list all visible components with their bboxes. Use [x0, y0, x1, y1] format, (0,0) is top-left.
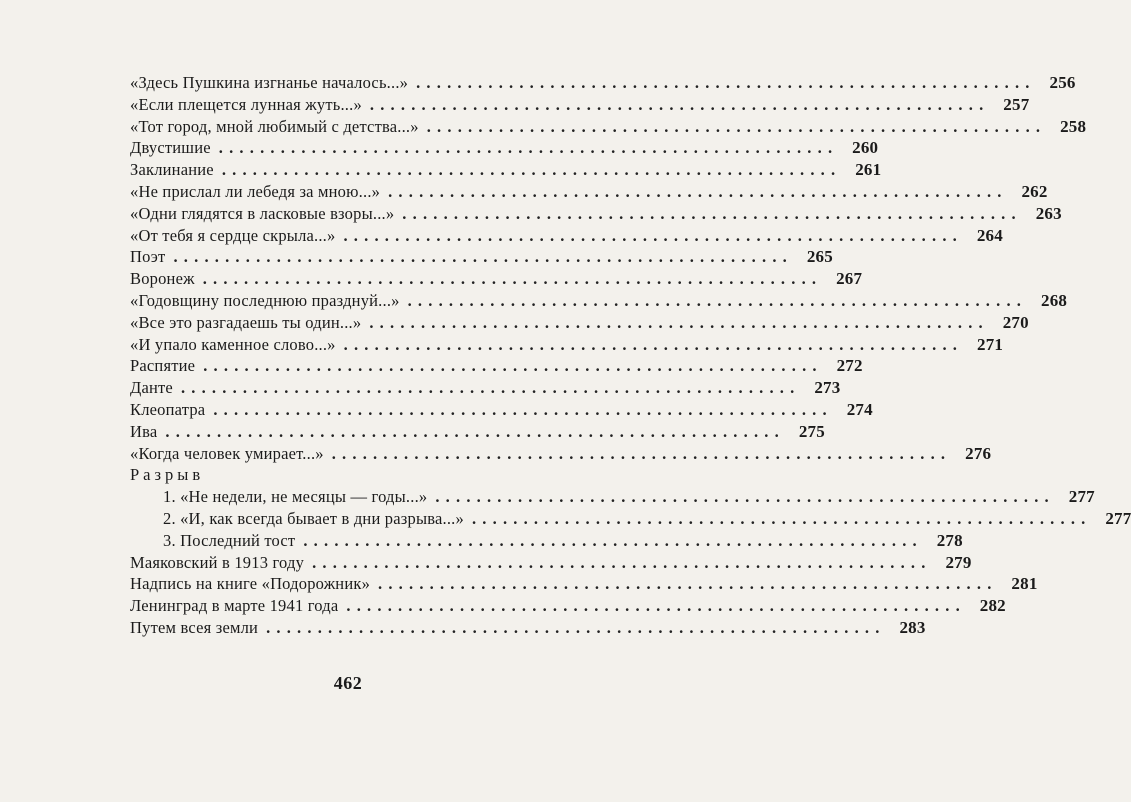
toc-group-main — [130, 72, 1087, 464]
entry-page-number: 268 — [1041, 290, 1068, 310]
entry-title: 2. «И, как всегда бывает в дни разрыва...» — [163, 508, 464, 528]
toc-entry — [130, 203, 1062, 225]
toc-entry — [130, 116, 1087, 138]
toc-entry — [130, 617, 926, 639]
toc-entry — [130, 181, 1048, 203]
toc-entry — [130, 94, 1030, 116]
toc-entry — [130, 225, 1003, 247]
entry-title: Заклинание — [130, 160, 214, 180]
dot-leader: ............................................................ — [369, 94, 990, 114]
dot-leader: ............................................................ — [331, 443, 952, 463]
dot-leader: ............................................................ — [312, 552, 932, 572]
entry-page-number: 279 — [945, 552, 972, 572]
entry-title: Ива — [130, 421, 158, 441]
dot-leader: ............................................................ — [202, 269, 823, 289]
entry-page-number: 271 — [977, 334, 1004, 354]
entry-title: Ленинград в марте 1941 года — [130, 596, 339, 616]
entry-title: 1. «Не недели, не месяцы — годы...» — [163, 487, 428, 507]
entry-page-number: 256 — [1049, 73, 1076, 92]
entry-page-number: 261 — [855, 160, 882, 180]
dot-leader: ............................................................ — [218, 138, 839, 158]
entry-page-number: 274 — [846, 399, 873, 419]
dot-leader: ............................................................ — [203, 356, 823, 376]
entry-title: Поэт — [130, 247, 166, 267]
dot-leader: ............................................................ — [388, 181, 1008, 201]
toc-group-final — [130, 552, 1038, 639]
dot-leader: ............................................................ — [303, 530, 923, 550]
entry-title: «Когда человек умирает...» — [130, 443, 324, 463]
toc-entry — [130, 159, 882, 181]
entry-title: Путем всея земли — [130, 617, 259, 637]
entry-page-number: 277 — [1105, 508, 1131, 528]
dot-leader: ............................................................ — [416, 73, 1036, 92]
entry-page-number: 277 — [1068, 487, 1095, 507]
dot-leader: ............................................................ — [180, 378, 801, 398]
entry-title: «Все это разгадаешь ты один...» — [130, 312, 362, 332]
toc-entry — [130, 72, 1076, 94]
entry-page-number: 275 — [798, 421, 825, 441]
section-heading: Разрыв — [130, 465, 205, 485]
toc-entry — [130, 355, 863, 377]
entry-title: «От тебя я сердце скрыла...» — [130, 225, 336, 245]
toc-entry — [130, 530, 963, 552]
entry-title: «Не прислал ли лебедя за мною...» — [130, 181, 381, 201]
dot-leader: ............................................................ — [369, 312, 989, 332]
table-of-contents — [130, 72, 1131, 639]
toc-entry — [130, 334, 1004, 356]
entry-page-number: 257 — [1003, 94, 1030, 114]
toc-entry — [130, 246, 833, 268]
entry-page-number: 273 — [814, 378, 841, 398]
entry-title: «Тот город, мной любимый с детства...» — [130, 116, 419, 136]
entry-page-number: 283 — [899, 617, 926, 637]
entry-page-number: 262 — [1021, 181, 1048, 201]
dot-leader: ............................................................ — [402, 203, 1022, 223]
dot-leader: ............................................................ — [165, 421, 785, 441]
toc-entry — [130, 399, 873, 421]
dot-leader: ............................................................ — [221, 160, 842, 180]
toc-group-subsection — [130, 486, 1131, 551]
entry-title: Распятие — [130, 356, 196, 376]
toc-entry — [130, 137, 879, 159]
page-number: 462 — [333, 673, 363, 693]
dot-leader: ............................................................ — [213, 399, 833, 419]
dot-leader: ............................................................ — [407, 290, 1028, 310]
toc-entry — [130, 573, 1038, 595]
dot-leader: ............................................................ — [266, 617, 886, 637]
entry-title: «Одни глядятся в ласковые взоры...» — [130, 203, 395, 223]
entry-title: 3. Последний тост — [163, 530, 296, 550]
entry-page-number: 272 — [836, 356, 863, 376]
entry-title: «И упало каменное слово...» — [130, 334, 336, 354]
entry-page-number: 265 — [806, 247, 833, 267]
toc-entry — [130, 443, 992, 465]
dot-leader: ............................................................ — [343, 225, 963, 245]
entry-page-number: 270 — [1002, 312, 1029, 332]
entry-title: Воронеж — [130, 269, 195, 289]
dot-leader: ............................................................ — [346, 596, 966, 616]
entry-title: «Если плещется лунная жуть...» — [130, 94, 362, 114]
toc-entry — [130, 290, 1068, 312]
dot-leader: ............................................................ — [343, 334, 964, 354]
toc-entry — [130, 486, 1095, 508]
entry-page-number: 278 — [936, 530, 963, 550]
dot-leader: ............................................................ — [471, 508, 1092, 528]
toc-entry — [130, 552, 972, 574]
dot-leader: ............................................................ — [426, 116, 1047, 136]
entry-page-number: 267 — [836, 269, 863, 289]
entry-page-number: 263 — [1035, 203, 1062, 223]
entry-title: «Здесь Пушкина изгнанье началось...» — [130, 73, 409, 92]
toc-entry — [130, 312, 1029, 334]
entry-page-number: 264 — [976, 225, 1003, 245]
entry-page-number: 258 — [1060, 116, 1087, 136]
entry-title: «Годовщину последнюю празднуй...» — [130, 290, 400, 310]
entry-page-number: 282 — [979, 596, 1006, 616]
entry-title: Клеопатра — [130, 399, 206, 419]
entry-page-number: 276 — [965, 443, 992, 463]
entry-title: Надпись на книге «Подорожник» — [130, 574, 371, 594]
entry-page-number: 281 — [1011, 574, 1038, 594]
dot-leader: ............................................................ — [173, 247, 793, 267]
toc-entry — [130, 508, 1131, 530]
entry-page-number: 260 — [852, 138, 879, 158]
toc-entry — [130, 377, 841, 399]
dot-leader: ............................................................ — [378, 574, 998, 594]
dot-leader: ............................................................ — [435, 487, 1055, 507]
toc-entry — [130, 421, 825, 443]
toc-entry — [130, 595, 1006, 617]
toc-entry — [130, 268, 863, 290]
entry-title: Маяковский в 1913 году — [130, 552, 305, 572]
entry-title: Двустишие — [130, 138, 211, 158]
entry-title: Данте — [130, 378, 173, 398]
